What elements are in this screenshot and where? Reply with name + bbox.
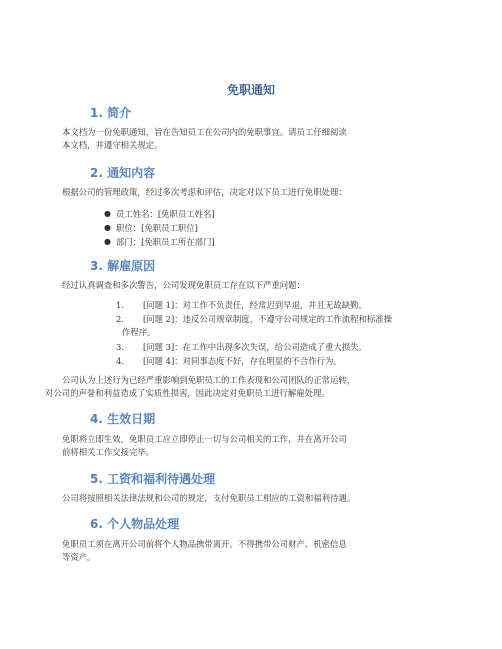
- section-heading-personal-items: 6. 个人物品处理: [90, 517, 180, 531]
- bullet-icon: ●: [104, 237, 111, 246]
- section-salary-text: 公司将按照相关法律法规和公司的规定，支付免职员工相应的工资和福利待遇。: [62, 493, 356, 503]
- section-heading-reason: 3. 解雇原因: [90, 259, 156, 273]
- section-personal-items-text: 免职员工须在离开公司前将个人物品携带离开，不得携带公司财产、机密信息 等资产。: [62, 539, 347, 562]
- numbered-item: 2. [问题 2]：违反公司规章制度，不遵守公司规定的工作流程和标准操 作程序。: [116, 314, 393, 337]
- numbered-item: 3. [问题 3]：在工作中出现多次失误，给公司造成了重大损失。: [116, 342, 367, 352]
- section-heading-notice: 2. 通知内容: [90, 166, 156, 180]
- list-item: ● 职位：[免职员工职位]: [104, 223, 198, 233]
- section-notice-intro: 根据公司的管理政策，经过多次考虑和评估，决定对以下员工进行免职处理：: [62, 187, 347, 197]
- section-heading-effective-date: 4. 生效日期: [90, 412, 156, 426]
- section-heading-intro: 1. 简介: [90, 106, 132, 120]
- bullet-icon: ●: [104, 223, 111, 232]
- bullet-icon: ●: [104, 209, 111, 218]
- list-item: ● 部门：[免职员工所在部门]: [104, 237, 215, 247]
- list-item: ● 员工姓名：[免职员工姓名]: [104, 209, 215, 219]
- section-heading-salary: 5. 工资和福利待遇处理: [90, 472, 216, 486]
- numbered-item: 4. [问题 4]：对同事态度不好，存在明显的不合作行为。: [116, 356, 342, 366]
- section-reason-conclusion: 公司认为上述行为已经严重影响到免职员工的工作表现和公司团队的正常运转， 对公司的声誉和利益造成了实质性损害，因此决定对免职员工进行解雇处理。: [45, 375, 356, 398]
- section-reason-intro: 经过认真调查和多次警告，公司发现免职员工存在以下严重问题：: [62, 280, 305, 290]
- section-effective-date-text: 免职将立即生效，免职员工应立即停止一切与公司相关的工作，并在离开公司 前将相关工作交接完毕。: [62, 434, 347, 457]
- document-title: 免职通知: [226, 83, 275, 97]
- numbered-item: 1. [问题 1]：对工作不负责任，经常迟到早退，并且无故缺勤。: [116, 300, 367, 310]
- section-intro-text: 本文档为一份免职通知，旨在告知员工在公司内的免职事宜。请员工仔细阅读 本文档，并遵守相关规定。: [62, 127, 347, 150]
